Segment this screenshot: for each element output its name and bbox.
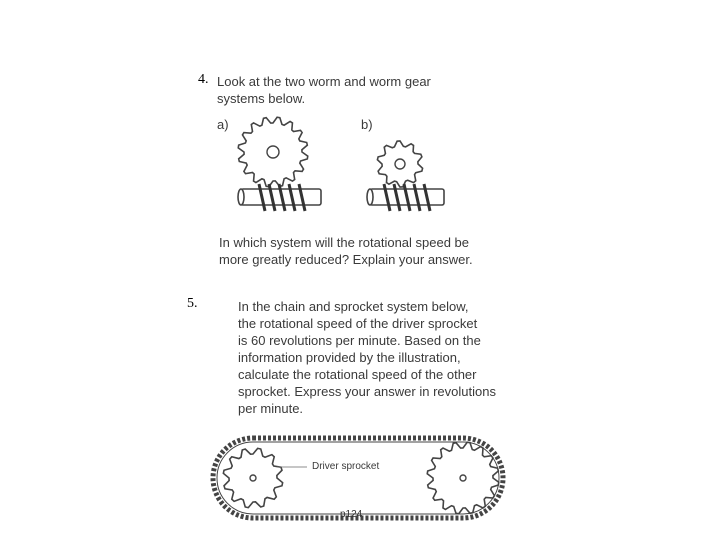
question-5-line-6: sprocket. Express your answer in revolutions: [238, 384, 496, 399]
label-b: b): [361, 117, 373, 132]
question-4-prompt-line-2: systems below.: [217, 91, 306, 106]
question-4-prompt-line-1: Look at the two worm and worm gear: [217, 74, 431, 89]
gear-a-hub: [267, 146, 279, 158]
worm-gear-a: [225, 110, 335, 220]
label-a: a): [217, 117, 229, 132]
chain-sprocket-diagram: [219, 432, 509, 522]
question-5-line-3: is 60 revolutions per minute. Based on the: [238, 333, 481, 348]
driver-sprocket: [223, 448, 282, 507]
question-5-line-4: information provided by the illustration,: [238, 350, 461, 365]
driver-sprocket-hub: [250, 475, 256, 481]
driven-sprocket-hub: [460, 475, 466, 481]
driven-sprocket: [427, 442, 499, 514]
gear-b-hub: [395, 159, 405, 169]
question-4-number: 4.: [198, 72, 209, 87]
worm-gear-b: [360, 140, 450, 230]
driver-sprocket-callout: Driver sprocket: [312, 461, 380, 472]
question-4-followup-line-2: more greatly reduced? Explain your answer.: [219, 252, 473, 267]
worm-gear-wheel-a: [238, 117, 308, 187]
question-5-line-1: In the chain and sprocket system below,: [238, 299, 469, 314]
question-5-line-2: the rotational speed of the driver sprocket: [238, 316, 478, 331]
question-4-followup-line-1: In which system will the rotational speed be: [219, 235, 470, 250]
question-5-line-7: per minute.: [238, 401, 304, 416]
worm-gear-wheel-b: [377, 141, 422, 187]
page-number: p124: [340, 509, 363, 520]
question-5-number: 5.: [187, 296, 198, 311]
question-5-line-5: calculate the rotational speed of the other: [238, 367, 477, 382]
